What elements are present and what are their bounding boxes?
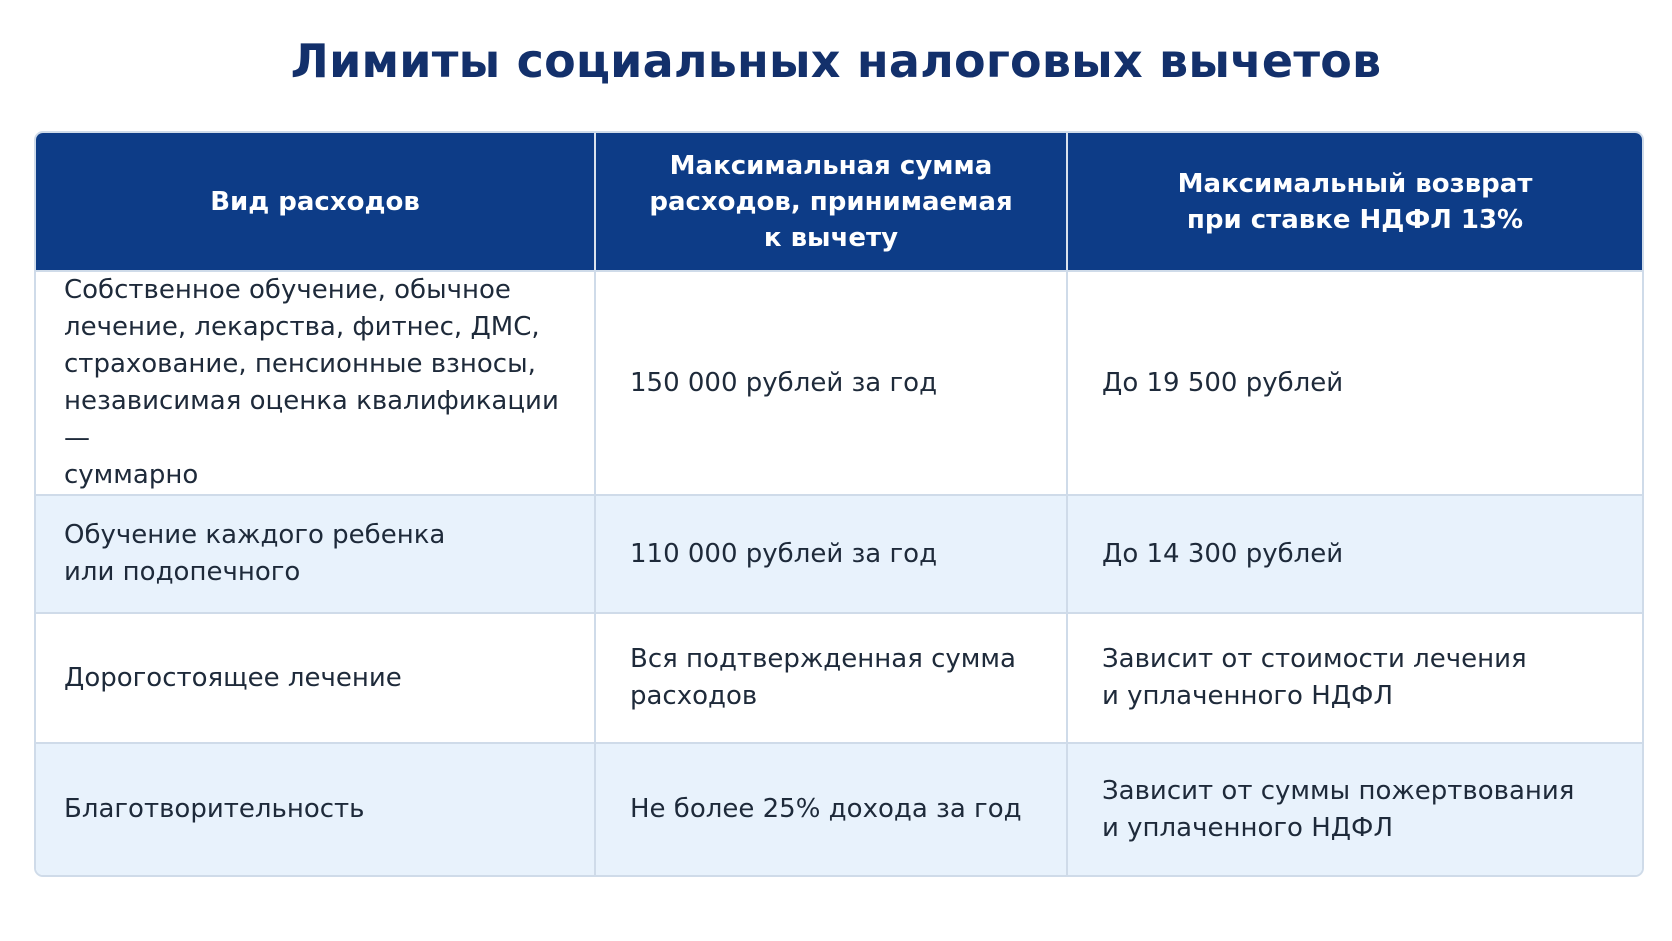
cell-expense-type: Благотворительность — [36, 742, 596, 875]
table-body — [36, 270, 1642, 875]
header-expense-type: Вид расходов — [36, 133, 596, 270]
cell-expense-type: Дорогостоящее лечение — [36, 612, 596, 742]
table-row — [36, 742, 1642, 875]
cell-expense-type: Собственное обучение, обычное лечение, лекарства, фитнес, ДМС, страхование, пенсионные взносы, независимая оценка квалификации — суммарно — [36, 270, 596, 494]
cell-max-refund: Зависит от суммы пожертвования и уплаченного НДФЛ — [1068, 742, 1642, 875]
cell-expense-type: Обучение каждого ребенка или подопечного — [36, 494, 596, 612]
deductions-table — [34, 131, 1644, 877]
cell-max-amount: 110 000 рублей за год — [596, 494, 1068, 612]
table-header — [36, 133, 1642, 270]
table-row — [36, 612, 1642, 742]
header-max-refund: Максимальный возврат при ставке НДФЛ 13% — [1068, 133, 1642, 270]
header-row — [36, 133, 1642, 270]
cell-max-refund: До 19 500 рублей — [1068, 270, 1642, 494]
cell-max-amount: Не более 25% дохода за год — [596, 742, 1068, 875]
cell-max-refund: Зависит от стоимости лечения и уплаченного НДФЛ — [1068, 612, 1642, 742]
cell-max-amount: Вся подтвержденная сумма расходов — [596, 612, 1068, 742]
cell-max-amount: 150 000 рублей за год — [596, 270, 1068, 494]
table-row — [36, 494, 1642, 612]
header-max-amount: Максимальная сумма расходов, принимаемая к вычету — [596, 133, 1068, 270]
table-row — [36, 270, 1642, 494]
cell-max-refund: До 14 300 рублей — [1068, 494, 1642, 612]
page-title: Лимиты социальных налоговых вычетов — [290, 34, 1382, 88]
